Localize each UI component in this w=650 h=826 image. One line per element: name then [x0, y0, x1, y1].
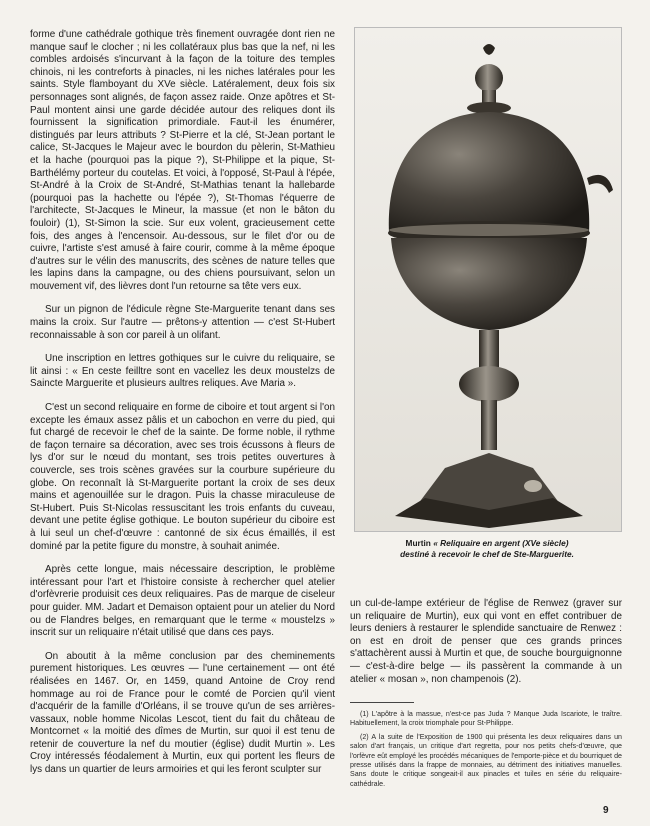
footnote-divider	[350, 702, 414, 703]
caption-place: Murtin	[405, 538, 431, 548]
paragraph: On aboutit à la même conclusion par des cheminements purement historiques. Les œuvres — l'une certainement — ont été réalisées en 1467. Or, en 1459, quand Antoine de Croy rend hommage au roi de France pour le comté de Porcien qu'il vient d'acquérir de la famille d'Orléans, il se trouve qu'un de ses arrières-vassaux, noble homme Nicolas Lescot, tient du fait du château de Montcornet « la moitié des dîmes de Murtin, sur quoi il est tenu de retenir de couverture la nef du moutier (église) dudit Murtin ». Les Croy intéressés féodalement à Murtin, eux qui portent les fleurs de lys dans un quartier de leurs armoiries et qui les feront sculpter sur	[30, 650, 335, 776]
reliquary-photo	[354, 27, 622, 532]
reliquary-illustration	[355, 28, 621, 531]
paragraph: forme d'une cathédrale gothique très finement ouvragée dont rien ne manque sauf le clocher ; ni les collatéraux plus bas que la nef, ni les combles ardoisés s'incurvant à la façon de la toiture des temples chinois, ni les contreforts à pinacles, ni les niches latérales pour les saints. Style flamboyant du XVe siècle. Latéralement, deux fois six personnages sont alignés, de façon assez raide. Onze apôtres et St-Paul montent ainsi une garde décidée autour des reliques dont ils fournissent la signification primordiale. Faut-il les énumérer, distingués par leurs attributs ? St-Pierre et la clé, St-Jean portant le calice, St-Jacques le Majeur avec le bourdon du pèlerin, St-Mathieu et la hache (pourquoi pas la pique ?), St-Philippe et la pique, St-Barthélémy porteur du coutelas. Et voici, à l'opposé, St-Paul à l'épée, St-André à la Croix de St-André, St-Mathias tenant la hallebarde (pourquoi pas la hachette ou l'épée ?), St-Thomas l'équerre de l'architecte, St-Jacques le Mineur, la massue (et non le bâton du fouloir) (1), St-Simon la scie. Sur eux volent, gracieusement cette fois, des anges à l'encensoir. Au-dessous, sur le filet d'or ou de cuivre, l'artiste s'est amusé à faire courir, comme à la même époque d'autres sur le vélin des manuscrits, des scènes de nature telles que les lapins dans la campagne, ou des chiens poursuivant, selon un mouvement vif, des lièvres dont l'un retourne sa tête vers eux.	[30, 29, 335, 292]
left-text-column	[30, 29, 335, 788]
right-text-column	[350, 598, 622, 686]
paragraph: C'est un second reliquaire en forme de ciboire et tout argent si l'on excepte les émaux assez pâlis et un cabochon en verre du pied, qui fut chargé de recevoir le chef de la sainte. De forme noble, il rythme de façon ternaire sa décoration, avec ses trois écussons à fleurs de lys d'or sur le nœud du montant, ses trois petites ouvertures à couvercle, ses trois scènes gravées sur la courbure supérieure du globe. On reconnaît là St-Marguerite portant la croix de ses deux mains et agenouillée sur le dragon. Puis la chasse miraculeuse de St-Hubert. Puis St-Nicolas ressuscitant les trois enfants du cuveau, devant une petite église gothique. Le bouton supérieur du ciboire est à lui seul un chef-d'œuvre : cantonné de six écus émaillés, il est dominé par la petite figure du monstre, à souhait animée.	[30, 402, 335, 552]
figure-caption	[354, 538, 620, 560]
paragraph: un cul-de-lampe extérieur de l'église de Renwez (graver sur un reliquaire de Murtin), eux qui vont en effet contribuer de leurs deniers à restaurer le splendide sanctuaire de Renwez : on est en droit de penser que ces grands princes s'attachèrent aussi à Murtin et que, de souche bourguignonne — c'est-à-dire belge — ils passèrent la commande à un atelier « mosan », non champenois (2).	[350, 598, 622, 685]
paragraph: Sur un pignon de l'édicule règne Ste-Marguerite tenant dans ses mains la croix. Sur l'autre — prêtons-y attention — c'est St-Hubert reconnaissable à son cor pareil à un olifant.	[30, 304, 335, 341]
paragraph: Après cette longue, mais nécessaire description, le problème intéressant pour l'art et l'histoire consiste à rechercher quel atelier d'orfèvrerie produisit ces deux reliquaires. Pas de marque de ciseleur pour guider. MM. Jadart et Demaison optaient pour un atelier du Nord ou de Flandres belges, en remarquant que le terme « moustelzs » inscrit sur un reliquaire n'était utilisé que dans ces pays.	[30, 564, 335, 639]
footnote: (2) A la suite de l'Exposition de 1900 qui présenta les deux reliquaires dans un salon d'art français, un critique d'art regretta, pour nos petits chefs-d'œuvre, que l'orfèvre eût employé les procédés mécaniques de l'emporte-pièce et du bourriquet de presse utilisés dans la frappe de monnaies, au détriment des initiatives manuelles. Sans doute le critique songeait-il aux pinacles et tuiles en série du reliquaire-cathédrale.	[350, 732, 622, 788]
paragraph: Une inscription en lettres gothiques sur le cuivre du reliquaire, se lit ainsi : « En ceste feilltre sont en vacellez les deux moustelzs de Saincte Marguerite et plusieurs aultres reliques. Ave Maria ».	[30, 353, 335, 390]
footnotes	[350, 710, 622, 793]
caption-line1: « Reliquaire en argent (XVe siècle)	[433, 538, 569, 548]
caption-line2: destiné à recevoir le chef de Ste-Marguerite.	[400, 549, 574, 559]
footnote: (1) L'apôtre à la massue, n'est-ce pas Juda ? Manque Juda Iscariote, le traître. Habituellement, la croix triomphale pour St-Philippe.	[350, 710, 622, 728]
page-number: 9	[603, 805, 609, 816]
